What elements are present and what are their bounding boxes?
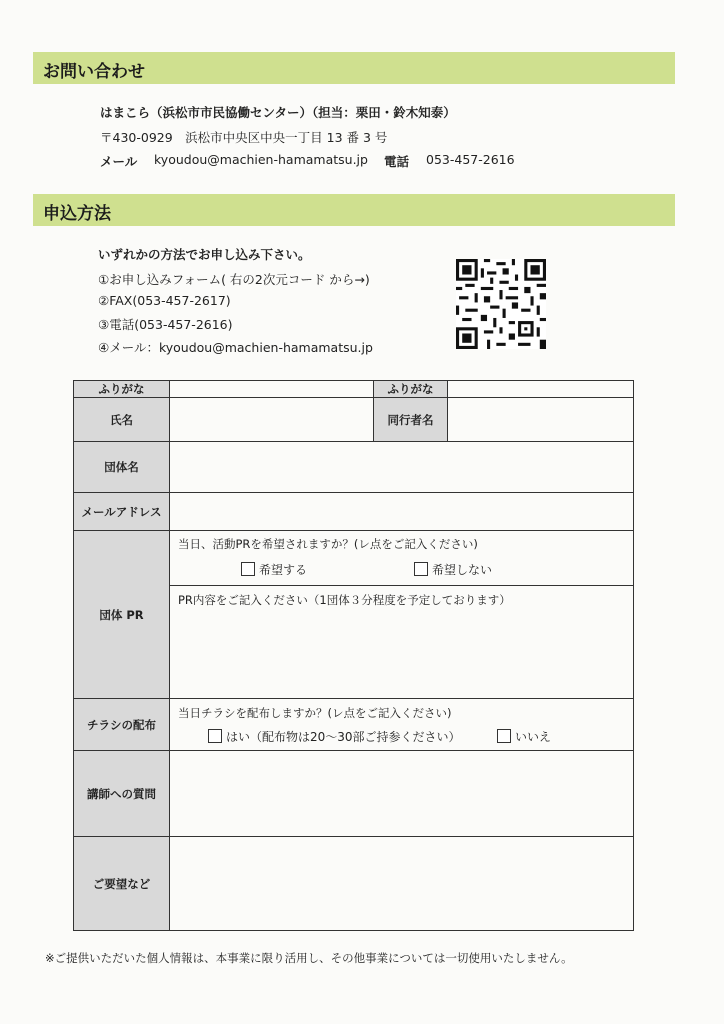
contact-heading: お問い合わせ	[43, 62, 145, 82]
pr-content-prompt: PR内容をご記入ください（1団体３分程度を予定しております）	[178, 593, 511, 607]
question-field[interactable]	[170, 751, 634, 837]
pr-yes-checkbox[interactable]	[241, 562, 255, 576]
method-mail: ④メール：kyoudou@machien-hamamatsu.jp	[98, 340, 373, 355]
companion-field[interactable]	[448, 398, 634, 442]
pr-question-cell	[170, 531, 634, 586]
flyer-no-label: いいえ	[515, 730, 552, 744]
pr-yes-label: 希望する	[259, 563, 308, 577]
group-name-label: 団体名	[74, 442, 170, 493]
name-furigana-field[interactable]	[170, 381, 374, 398]
mail-label: メール	[100, 154, 138, 169]
application-form	[73, 380, 634, 931]
flyer-cell	[170, 699, 634, 751]
mail-value[interactable]: kyoudou@machien-hamamatsu.jp	[154, 152, 368, 167]
privacy-footnote: ※ご提供いただいた個人情報は、本事業に限り活用し、その他事業については一切使用いたしません。	[45, 951, 573, 965]
furigana-label: ふりがな	[74, 381, 170, 398]
method-phone: ③電話(053-457-2616)	[98, 317, 233, 332]
companion-furigana-field[interactable]	[448, 381, 634, 398]
tel-label: 電話	[384, 154, 410, 169]
flyer-no-option[interactable]	[497, 728, 551, 745]
flyer-label: チラシの配布	[74, 699, 170, 751]
question-label: 講師への質問	[74, 751, 170, 837]
request-field[interactable]	[170, 837, 634, 931]
method-form: ①お申し込みフォーム( 右の2次元コード から→)	[98, 272, 370, 287]
apply-heading: 申込方法	[43, 204, 111, 224]
flyer-yes-checkbox[interactable]	[208, 729, 222, 743]
flyer-no-checkbox[interactable]	[497, 729, 511, 743]
flyer-yes-option[interactable]	[208, 728, 461, 745]
contact-heading-band	[33, 52, 675, 84]
pr-no-label: 希望しない	[432, 563, 493, 577]
apply-intro: いずれかの方法でお申し込み下さい。	[98, 247, 311, 262]
email-label: メールアドレス	[74, 493, 170, 531]
tel-value[interactable]: 053-457-2616	[426, 152, 515, 167]
flyer-question: 当日チラシを配布しますか？(レ点をご記入ください)	[178, 706, 452, 720]
qr-code-icon[interactable]	[456, 259, 546, 349]
contact-org: はまこら（浜松市市民協働センター）（担当：栗田・鈴木知泰）	[100, 105, 456, 120]
apply-heading-band	[33, 194, 675, 226]
group-name-field[interactable]	[170, 442, 634, 493]
pr-label: 団体 PR	[74, 531, 170, 699]
companion-furigana-label: ふりがな	[374, 381, 448, 398]
name-field[interactable]	[170, 398, 374, 442]
pr-no-option[interactable]	[414, 561, 492, 578]
contact-address: 〒430-0929 浜松市中央区中央一丁目 13 番 3 号	[100, 130, 388, 145]
name-label: 氏名	[74, 398, 170, 442]
flyer-yes-label: はい（配布物は20～30部ご持参ください）	[226, 730, 461, 744]
pr-question: 当日、活動PRを希望されますか？(レ点をご記入ください)	[178, 537, 478, 551]
pr-content-field[interactable]	[170, 586, 634, 699]
pr-yes-option[interactable]	[241, 561, 307, 578]
email-field[interactable]	[170, 493, 634, 531]
request-label: ご要望など	[74, 837, 170, 931]
companion-label: 同行者名	[374, 398, 448, 442]
pr-no-checkbox[interactable]	[414, 562, 428, 576]
method-fax: ②FAX(053-457-2617)	[98, 293, 231, 308]
